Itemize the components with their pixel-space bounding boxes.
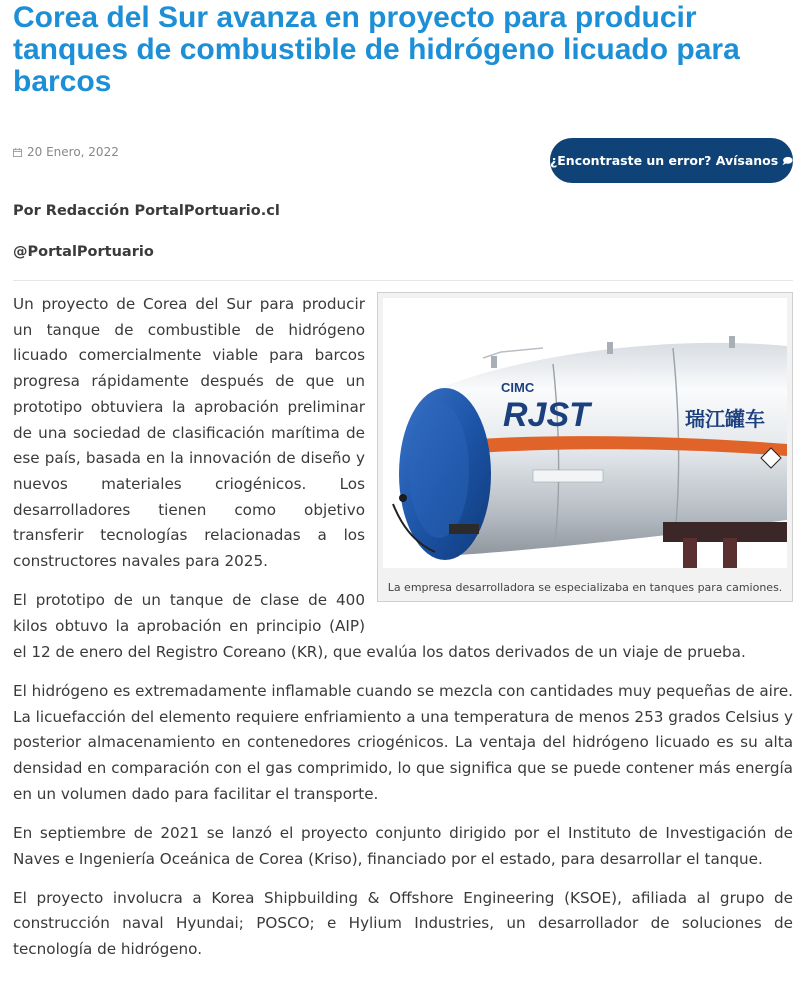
calendar-icon [13,148,22,157]
paragraph: Un proyecto de Corea del Sur para producir un tanque de combustible de hidrógeno licuado comercialmente viable para barcos progresa rápidamente después de que un prototipo obtuviera la aprobación preliminar de una sociedad de clasificación marítima de ese país, basada en la innovación de diseño y nuevos materiales criogénicos. Los desarrolladores tienen como objetivo transferir tecnologías relacionadas a los constructores navales para 2025. [13,295,365,571]
paragraph: En septiembre de 2021 se lanzó el proyecto conjunto dirigido por el Instituto de Investigación de Naves e Ingeniería Oceánica de Corea (Kriso), financiado por el estado, para desarrollar el tanque. [13,823,793,868]
report-error-label: ¿Encontraste un error? Avísanos [550,153,779,168]
paragraph: El hidrógeno es extremadamente inflamable cuando se mezcla con cantidades muy pequeñas de aire. La licuefacción del elemento requiere enfriamiento a una temperatura de menos 253 grados Celsius y posterior almacenamiento en contenedores criogénicos. La ventaja del hidrógeno licuado es su alta densidad en comparación con el gas comprimido, lo que significa que se puede contener más energía en un volumen dado para facilitar el transporte. [13,681,793,803]
tank-chinese-text: 瑞江罐车 [685,407,765,431]
paragraph: El prototipo de un tanque de clase de 400 kilos obtuvo la aprobación en principio (AIP) el 12 de enero del Registro Coreano (KR), que evalúa los datos derivados de un viaje de prueba. [13,591,746,661]
article-date [13,145,119,159]
report-error-button[interactable] [550,138,793,183]
article-figure [377,292,793,602]
paragraph: El proyecto involucra a Korea Shipbuilding & Offshore Engineering (KSOE), afiliada al grupo de construcción naval Hyundai; POSCO; e Hylium Industries, un desarrollador de soluciones de tecnología de hidrógeno. [13,888,793,959]
article-handle[interactable]: @PortalPortuario [13,244,154,260]
article-author: Por Redacción PortalPortuario.cl [13,203,280,219]
tank-truck-photo[interactable] [383,298,787,568]
date-text: 20 Enero, 2022 [27,145,119,159]
tank-brand-cimc: CIMC [501,380,535,395]
tank-logo: RJST [503,396,590,434]
article-body [13,292,793,976]
figure-caption: La empresa desarrolladora se especializaba en tanques para camiones. [387,581,783,594]
tank-truck-illustration [383,298,787,568]
article-title: Corea del Sur avanza en proyecto para producir tanques de combustible de hidrógeno licuado para barcos [13,1,740,98]
comment-icon [782,156,793,166]
byline-divider [13,280,793,281]
